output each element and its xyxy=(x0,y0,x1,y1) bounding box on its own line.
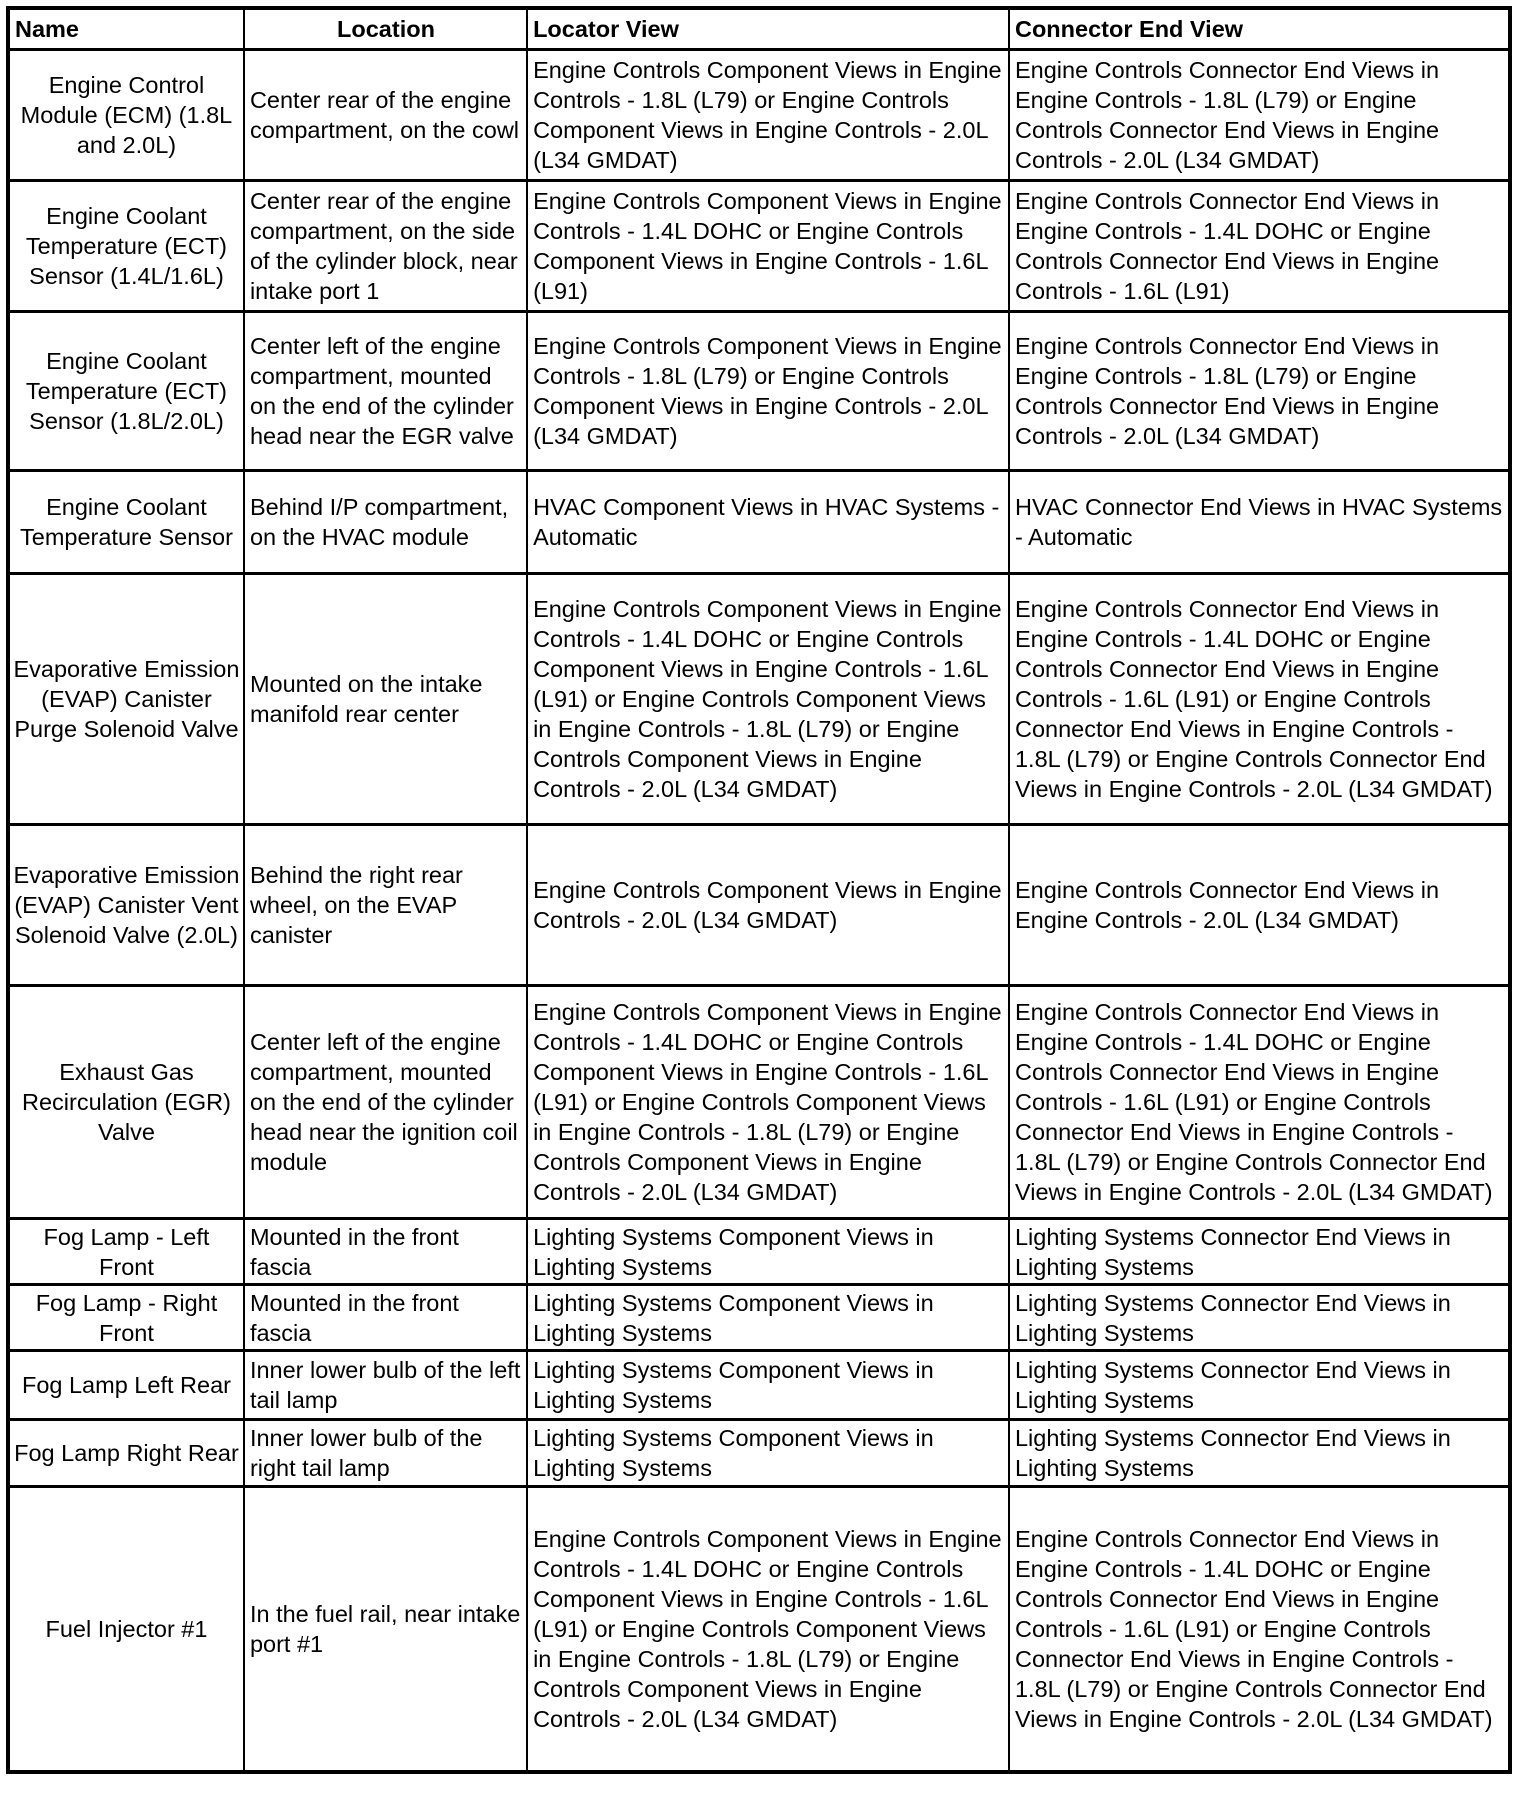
cell-locator-view: Engine Controls Component Views in Engine Controls - 1.4L DOHC or Engine Controls Component Views in Engine Controls - 1.6L (L91) or Engine Controls Component Views in Engine Controls - 1.8L (L79) or Engine Controls Component Views in Engine Controls - 2.0L (L34 GMDAT) xyxy=(527,574,1009,825)
cell-locator-view: Engine Controls Component Views in Engine Controls - 1.4L DOHC or Engine Controls Component Views in Engine Controls - 1.6L (L91) or Engine Controls Component Views in Engine Controls - 1.8L (L79) or Engine Controls Component Views in Engine Controls - 2.0L (L34 GMDAT) xyxy=(527,1487,1009,1773)
cell-name: Fog Lamp Left Rear xyxy=(8,1351,244,1420)
cell-location: Center left of the engine compartment, mounted on the end of the cylinder head near the EGR valve xyxy=(244,312,527,471)
cell-locator-view: HVAC Component Views in HVAC Systems - Automatic xyxy=(527,471,1009,574)
cell-connector-end-view: Lighting Systems Connector End Views in Lighting Systems xyxy=(1009,1285,1510,1351)
cell-locator-view: Engine Controls Component Views in Engine Controls - 1.8L (L79) or Engine Controls Component Views in Engine Controls - 2.0L (L34 GMDAT) xyxy=(527,312,1009,471)
cell-location: Inner lower bulb of the right tail lamp xyxy=(244,1420,527,1487)
cell-locator-view: Lighting Systems Component Views in Lighting Systems xyxy=(527,1351,1009,1420)
table-row xyxy=(8,1420,1510,1487)
header-location: Location xyxy=(244,8,527,50)
cell-location: Center left of the engine compartment, mounted on the end of the cylinder head near the ignition coil module xyxy=(244,986,527,1219)
table-row xyxy=(8,574,1510,825)
table-row xyxy=(8,825,1510,986)
table-row xyxy=(8,1219,1510,1285)
cell-connector-end-view: Engine Controls Connector End Views in Engine Controls - 1.4L DOHC or Engine Controls Connector End Views in Engine Controls - 1.6L (L91) or Engine Controls Connector End Views in Engine Controls - 1.8L (L79) or Engine Controls Connector End Views in Engine Controls - 2.0L (L34 GMDAT) xyxy=(1009,986,1510,1219)
component-locator-table xyxy=(6,6,1512,1774)
table-row xyxy=(8,986,1510,1219)
table-row xyxy=(8,312,1510,471)
cell-location: Mounted in the front fascia xyxy=(244,1219,527,1285)
document-page xyxy=(6,6,1512,1774)
cell-location: Center rear of the engine compartment, on the side of the cylinder block, near intake port 1 xyxy=(244,181,527,312)
cell-connector-end-view: Engine Controls Connector End Views in Engine Controls - 2.0L (L34 GMDAT) xyxy=(1009,825,1510,986)
cell-locator-view: Lighting Systems Component Views in Lighting Systems xyxy=(527,1219,1009,1285)
cell-location: Behind the right rear wheel, on the EVAP canister xyxy=(244,825,527,986)
header-name: Name xyxy=(8,8,244,50)
cell-connector-end-view: Engine Controls Connector End Views in Engine Controls - 1.8L (L79) or Engine Controls Connector End Views in Engine Controls - 2.0L (L34 GMDAT) xyxy=(1009,312,1510,471)
cell-name: Fuel Injector #1 xyxy=(8,1487,244,1773)
cell-locator-view: Engine Controls Component Views in Engine Controls - 1.4L DOHC or Engine Controls Component Views in Engine Controls - 1.6L (L91) xyxy=(527,181,1009,312)
cell-name: Fog Lamp - Right Front xyxy=(8,1285,244,1351)
cell-connector-end-view: Engine Controls Connector End Views in Engine Controls - 1.4L DOHC or Engine Controls Connector End Views in Engine Controls - 1.6L (L91) or Engine Controls Connector End Views in Engine Controls - 1.8L (L79) or Engine Controls Connector End Views in Engine Controls - 2.0L (L34 GMDAT) xyxy=(1009,574,1510,825)
table-row xyxy=(8,1285,1510,1351)
cell-connector-end-view: Engine Controls Connector End Views in Engine Controls - 1.4L DOHC or Engine Controls Connector End Views in Engine Controls - 1.6L (L91) xyxy=(1009,181,1510,312)
cell-locator-view: Lighting Systems Component Views in Lighting Systems xyxy=(527,1420,1009,1487)
table-row xyxy=(8,1487,1510,1773)
cell-locator-view: Engine Controls Component Views in Engine Controls - 1.8L (L79) or Engine Controls Component Views in Engine Controls - 2.0L (L34 GMDAT) xyxy=(527,50,1009,181)
cell-name: Evaporative Emission (EVAP) Canister Purge Solenoid Valve xyxy=(8,574,244,825)
table-row xyxy=(8,471,1510,574)
cell-location: Mounted on the intake manifold rear center xyxy=(244,574,527,825)
cell-connector-end-view: Engine Controls Connector End Views in Engine Controls - 1.4L DOHC or Engine Controls Connector End Views in Engine Controls - 1.6L (L91) or Engine Controls Connector End Views in Engine Controls - 1.8L (L79) or Engine Controls Connector End Views in Engine Controls - 2.0L (L34 GMDAT) xyxy=(1009,1487,1510,1773)
table-header-row xyxy=(8,8,1510,50)
cell-name: Evaporative Emission (EVAP) Canister Vent Solenoid Valve (2.0L) xyxy=(8,825,244,986)
cell-connector-end-view: HVAC Connector End Views in HVAC Systems - Automatic xyxy=(1009,471,1510,574)
cell-name: Fog Lamp - Left Front xyxy=(8,1219,244,1285)
cell-name: Engine Coolant Temperature (ECT) Sensor (1.8L/2.0L) xyxy=(8,312,244,471)
cell-location: Behind I/P compartment, on the HVAC module xyxy=(244,471,527,574)
cell-location: Mounted in the front fascia xyxy=(244,1285,527,1351)
cell-locator-view: Engine Controls Component Views in Engine Controls - 2.0L (L34 GMDAT) xyxy=(527,825,1009,986)
cell-connector-end-view: Lighting Systems Connector End Views in Lighting Systems xyxy=(1009,1219,1510,1285)
cell-connector-end-view: Engine Controls Connector End Views in Engine Controls - 1.8L (L79) or Engine Controls Connector End Views in Engine Controls - 2.0L (L34 GMDAT) xyxy=(1009,50,1510,181)
cell-name: Fog Lamp Right Rear xyxy=(8,1420,244,1487)
table-row xyxy=(8,50,1510,181)
cell-location: Inner lower bulb of the left tail lamp xyxy=(244,1351,527,1420)
cell-name: Engine Coolant Temperature (ECT) Sensor (1.4L/1.6L) xyxy=(8,181,244,312)
header-connector-end-view: Connector End View xyxy=(1009,8,1510,50)
cell-name: Exhaust Gas Recirculation (EGR) Valve xyxy=(8,986,244,1219)
cell-connector-end-view: Lighting Systems Connector End Views in Lighting Systems xyxy=(1009,1420,1510,1487)
cell-name: Engine Coolant Temperature Sensor xyxy=(8,471,244,574)
cell-name: Engine Control Module (ECM) (1.8L and 2.0L) xyxy=(8,50,244,181)
cell-location: In the fuel rail, near intake port #1 xyxy=(244,1487,527,1773)
cell-locator-view: Lighting Systems Component Views in Lighting Systems xyxy=(527,1285,1009,1351)
cell-connector-end-view: Lighting Systems Connector End Views in Lighting Systems xyxy=(1009,1351,1510,1420)
header-locator-view: Locator View xyxy=(527,8,1009,50)
table-row xyxy=(8,181,1510,312)
cell-location: Center rear of the engine compartment, on the cowl xyxy=(244,50,527,181)
table-row xyxy=(8,1351,1510,1420)
cell-locator-view: Engine Controls Component Views in Engine Controls - 1.4L DOHC or Engine Controls Component Views in Engine Controls - 1.6L (L91) or Engine Controls Component Views in Engine Controls - 1.8L (L79) or Engine Controls Component Views in Engine Controls - 2.0L (L34 GMDAT) xyxy=(527,986,1009,1219)
